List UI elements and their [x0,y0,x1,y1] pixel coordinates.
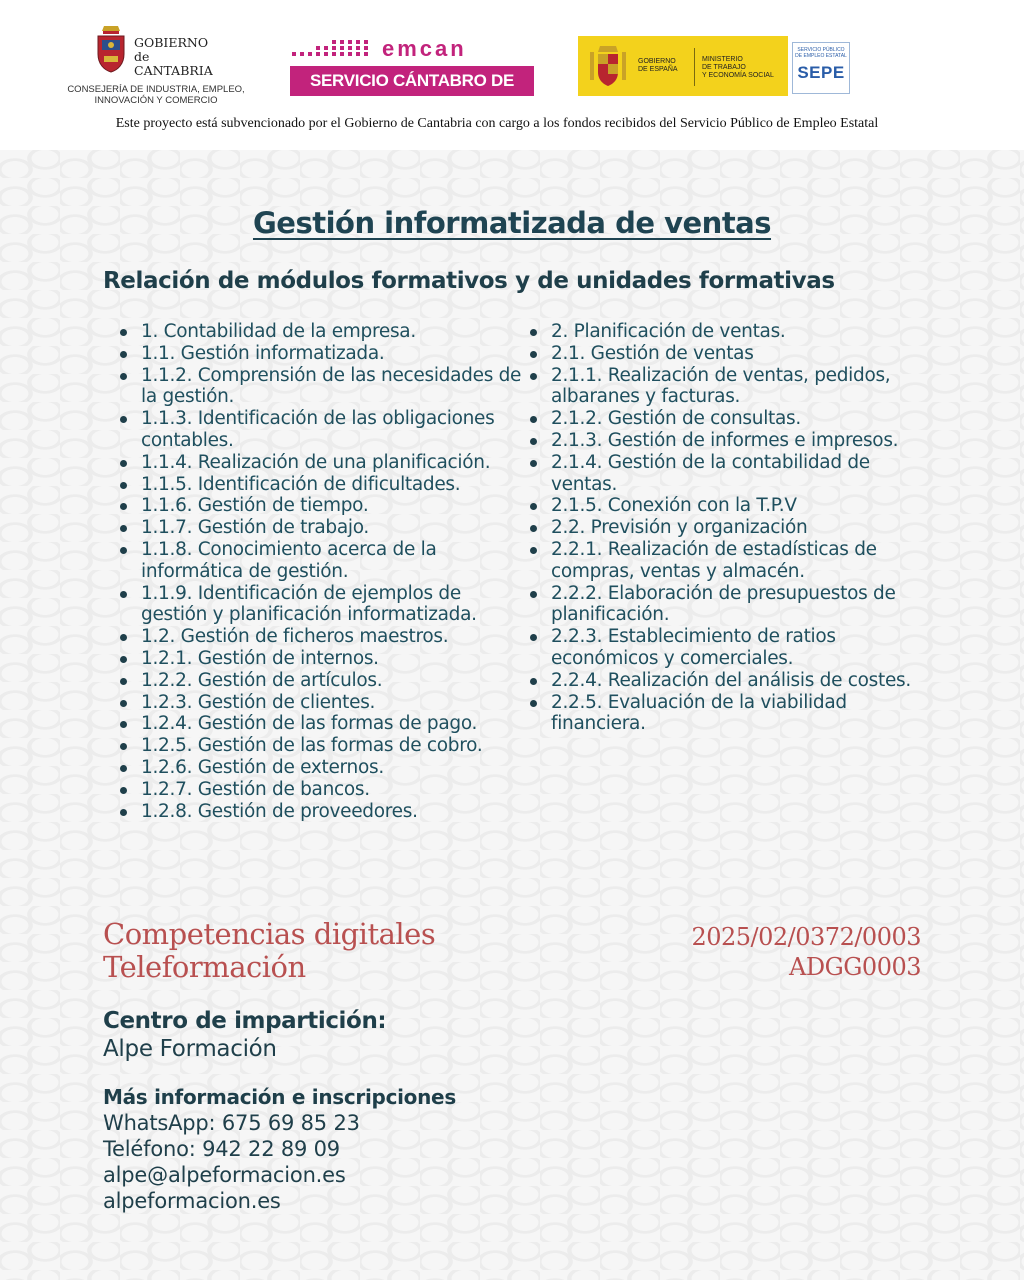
header [0,0,1024,150]
spain-coat-of-arms-icon [588,42,628,90]
page-title: Gestión informatizada de ventas [252,206,772,240]
module-item: 1.2.2. Gestión de artículos. [117,670,527,692]
module-item: 1.1.5. Identificación de dificultades. [117,474,527,496]
module-item: 1.1.2. Comprensión de las necesidades de la gestión. [117,365,527,409]
consejeria-text: CONSEJERÍA DE INDUSTRIA, EMPLEO, INNOVACIÓN Y COMERCIO [67,84,245,106]
whatsapp-text: WhatsApp: 675 69 85 23 [103,1111,360,1135]
module-item: 1.2.4. Gestión de las formas de pago. [117,713,527,735]
course-code-expediente: 2025/02/0372/0003 [691,923,921,951]
gobierno-espana-text: GOBIERNO DE ESPAÑA [638,58,678,73]
module-item: 2.2.3. Establecimiento de ratios económicos y comerciales. [527,626,927,670]
module-item: 1.1.9. Identificación de ejemplos de gestión y planificación informatizada. [117,583,527,627]
divider [694,48,695,86]
course-code [691,922,921,982]
sepe-wordmark: SEPE [797,63,845,82]
course-name-line1: Competencias digitales [103,917,436,951]
module-item: 2.1.1. Realización de ventas, pedidos, albaranes y facturas. [527,365,927,409]
module-item: 1.2.3. Gestión de clientes. [117,692,527,714]
ministerio-text: MINISTERIO DE TRABAJO Y ECONOMÍA SOCIAL [702,56,774,79]
info-heading: Más información e inscripciones [103,1085,456,1109]
module-item: 2.2.4. Realización del análisis de costes. [527,670,927,692]
emcan-bar: SERVICIO CÁNTABRO DE EMPLEO [290,66,534,96]
gobierno-cantabria-text: GOBIERNO de CANTABRIA [134,35,213,78]
contact-info [103,1110,360,1214]
module-item: 1.1.7. Gestión de trabajo. [117,517,527,539]
module-item: 2.2. Previsión y organización [527,517,927,539]
module-item: 2.1.4. Gestión de la contabilidad de ventas. [527,452,927,496]
modules-list-right [527,321,927,735]
sepe-logo [792,42,850,94]
module-item: 1.2.8. Gestión de proveedores. [117,801,527,823]
emcan-logo [290,36,534,120]
module-item: 2. Planificación de ventas. [527,321,927,343]
module-item: 1.1.3. Identificación de las obligaciones contables. [117,408,527,452]
module-item: 1.1. Gestión informatizada. [117,343,527,365]
module-item: 1.1.4. Realización de una planificación. [117,452,527,474]
gobierno-espana-logo [578,36,788,96]
centro-heading: Centro de impartición: [103,1008,387,1034]
modules-list-left [117,321,527,822]
email-text: alpe@alpeformacion.es [103,1163,346,1187]
telefono-text: Teléfono: 942 22 89 09 [103,1137,340,1161]
module-item: 1.2.1. Gestión de internos. [117,648,527,670]
gobierno-cantabria-logo [66,20,246,108]
subsidy-notice: Este proyecto está subvencionado por el Gobierno de Cantabria con cargo a los fondos recibidos del Servicio Público de Empleo Estatal [115,116,879,131]
module-item: 1.1.8. Conocimiento acerca de la informática de gestión. [117,539,527,583]
course-name [103,918,435,984]
module-item: 2.1. Gestión de ventas [527,343,927,365]
module-item: 1.2. Gestión de ficheros maestros. [117,626,527,648]
course-modality: Teleformación [103,950,306,984]
emcan-dots-icon [290,40,370,58]
module-item: 1.1.6. Gestión de tiempo. [117,495,527,517]
module-item: 1.2.6. Gestión de externos. [117,757,527,779]
centro-value: Alpe Formación [103,1036,277,1062]
module-item: 1.2.7. Gestión de bancos. [117,779,527,801]
module-item: 2.2.1. Realización de estadísticas de compras, ventas y almacén. [527,539,927,583]
module-item: 2.1.3. Gestión de informes e impresos. [527,430,927,452]
emcan-wordmark: emcan [382,36,467,61]
module-item: 2.1.5. Conexión con la T.P.V [527,495,927,517]
course-code-specialty: ADGG0003 [789,953,921,981]
cantabria-shield-icon [94,22,128,74]
module-item: 2.2.2. Elaboración de presupuestos de planificación. [527,583,927,627]
section-subtitle: Relación de módulos formativos y de unidades formativas [103,268,835,294]
sepe-subtitle: SERVICIO PÚBLICO DE EMPLEO ESTATAL [795,47,847,59]
module-item: 1. Contabilidad de la empresa. [117,321,527,343]
module-item: 2.2.5. Evaluación de la viabilidad financiera. [527,692,927,736]
module-item: 2.1.2. Gestión de consultas. [527,408,927,430]
website-text: alpeformacion.es [103,1189,281,1213]
module-item: 1.2.5. Gestión de las formas de cobro. [117,735,527,757]
